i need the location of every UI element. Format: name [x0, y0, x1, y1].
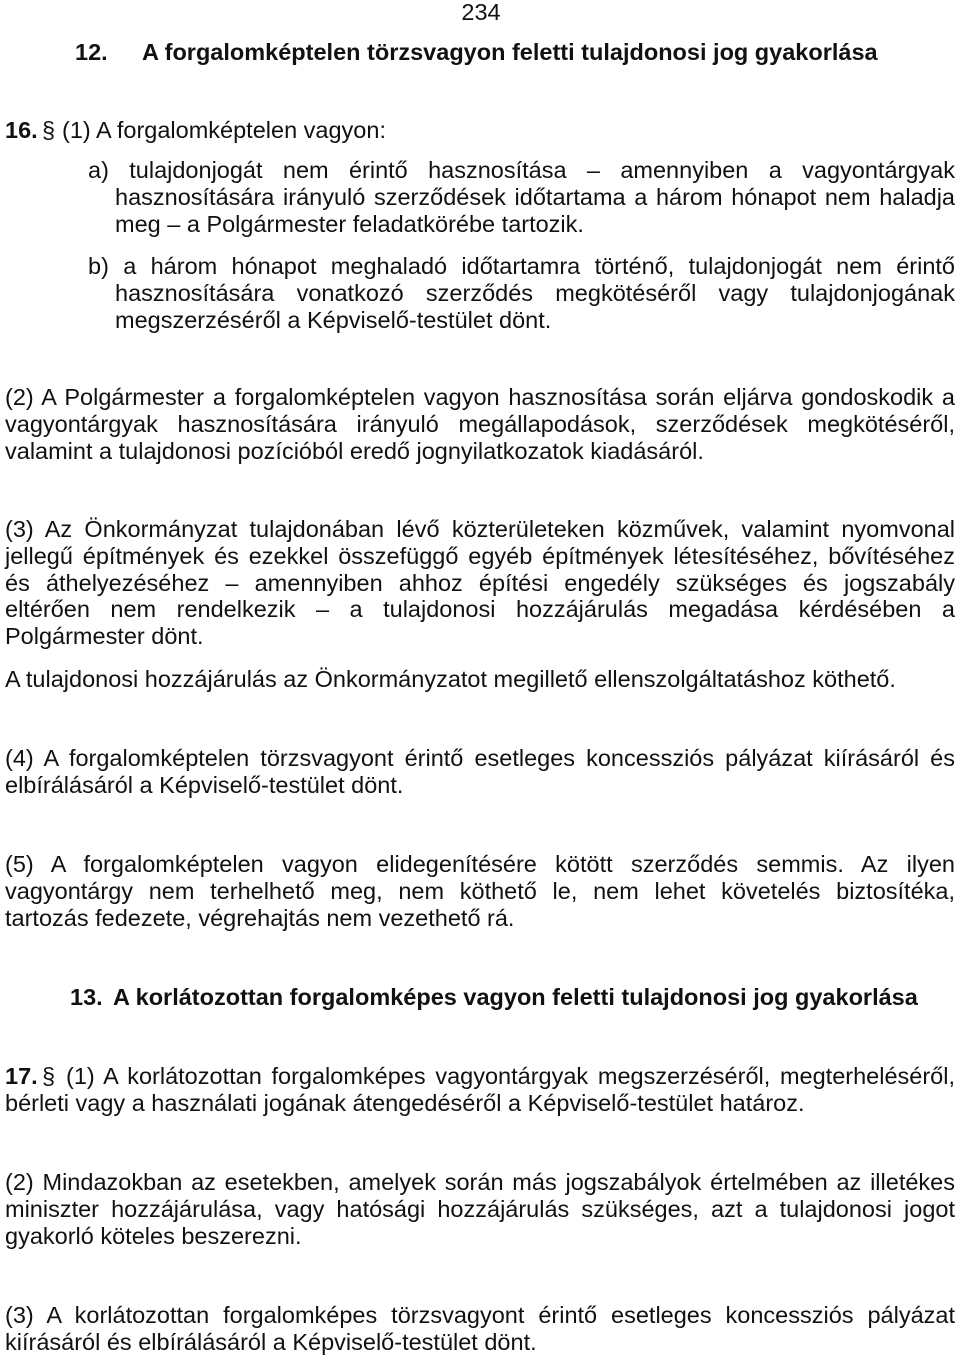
section-13-heading-row	[0, 984, 960, 1011]
paragraph-17	[0, 1063, 960, 1117]
section-13-heading	[0, 984, 960, 1011]
point-a-line: a) tulajdonjogát nem érintő hasznosítása – amennyiben a vagyontárgyak	[88, 157, 955, 183]
subsection-line: jellegű építmények és ezekkel összefüggő egyéb építmények létesítéséhez, bővítéséhez	[5, 542, 955, 569]
subsection-line: bérleti vagy a használati jogának átengedéséről a Képviselő-testület határoz.	[5, 1089, 805, 1116]
paragraph-16-first-line	[0, 117, 960, 144]
section-12-title: A forgalomképtelen törzsvagyon feletti tulajdonosi jog gyakorlása	[142, 39, 878, 65]
section-12-heading-row	[0, 39, 960, 66]
point-a-line: meg – a Polgármester feladatkörébe tartozik.	[115, 210, 584, 237]
subsection-line: és áthelyezéséhez – amennyiben ahhoz építési engedély szükséges és jogszabály	[5, 569, 955, 596]
paragraph-16-subsection-3-note	[0, 666, 960, 693]
point-b-line: hasznosítására vonatkozó szerződés megkötéséről vagy tulajdonjogának	[115, 279, 955, 306]
subsection-line: (4) A forgalomképtelen törzsvagyont érintő esetleges koncessziós pályázat kiírásáról és	[5, 745, 955, 771]
subsection-line: gyakorló köteles beszerezni.	[5, 1222, 302, 1249]
page-number: 234	[461, 0, 501, 25]
point-a	[0, 157, 960, 237]
subsection-line: (1) A korlátozottan forgalomképes vagyontárgyak megszerzéséről, megterheléséről,	[66, 1063, 955, 1089]
section-13-title: A korlátozottan forgalomképes vagyon feletti tulajdonosi jog gyakorlása	[113, 984, 918, 1010]
subsection-line: A tulajdonosi hozzájárulás az Önkormányzatot megillető ellenszolgáltatáshoz köthető.	[5, 666, 896, 692]
subsection-line: (2) A Polgármester a forgalomképtelen vagyon hasznosítása során eljárva gondoskodik a	[5, 384, 955, 410]
subsection-line: eltérően nem rendelkezik – a tulajdonosi hozzájárulás megadása kérdésében a	[5, 596, 955, 623]
subsection-line: kiírásáról és elbírálásáról a Képviselő-testület dönt.	[5, 1328, 537, 1355]
paragraph-17-subsection-3	[0, 1302, 960, 1356]
subsection-line: Polgármester dönt.	[5, 623, 204, 650]
paragraph-16-subsection-5	[0, 851, 960, 931]
paragraph-16-subsection-2	[0, 384, 960, 464]
point-b-line: b) a három hónapot meghaladó időtartamra történő, tulajdonjogát nem érintő	[88, 253, 955, 279]
subsection-line: tartozás fedezete, végrehajtás nem vezethető rá.	[5, 904, 515, 931]
subsection-line: valamint a tulajdonosi pozícióból eredő jognyilatkozatok kiadásáról.	[5, 437, 704, 464]
paragraph-17-subsection-2	[0, 1169, 960, 1249]
paragraph-17-number: 17.	[5, 1063, 38, 1089]
subsection-line: (5) A forgalomképtelen vagyon elidegenítésére kötött szerződés semmis. Az ilyen	[5, 851, 955, 877]
subsection-line: vagyontárgy nem terhelhető meg, nem köthető le, nem lehet követelés biztosítéka,	[5, 877, 955, 904]
paragraph-sign: §	[42, 117, 56, 143]
subsection-line: (3) A korlátozottan forgalomképes törzsvagyont érintő esetleges koncessziós pályázat	[5, 1302, 955, 1328]
subsection-line: miniszter hozzájárulása, vagy hatósági hozzájárulás szükséges, azt a tulajdonosi jogot	[5, 1195, 955, 1222]
paragraph-17-first-line	[0, 1063, 960, 1090]
subsection-line: elbírálásáról a Képviselő-testület dönt.	[5, 771, 404, 798]
paragraph-16-subsection-4	[0, 745, 960, 799]
subsection-line: (3) Az Önkormányzat tulajdonában lévő közterületeken közművek, valamint nyomvonal	[5, 516, 955, 542]
section-12-heading	[0, 39, 960, 66]
section-12-number: 12.	[75, 39, 108, 65]
paragraph-16-subsection-3	[0, 516, 960, 650]
paragraph-sign: §	[42, 1063, 56, 1089]
paragraph-16-number: 16.	[5, 117, 38, 143]
subsection-line: vagyontárgyak hasznosítására irányuló megállapodások, szerződések megkötéséről,	[5, 410, 955, 437]
section-13-number: 13.	[70, 984, 103, 1010]
paragraph-16	[0, 117, 960, 144]
point-b	[0, 253, 960, 333]
subsection-line: (2) Mindazokban az esetekben, amelyek során más jogszabályok értelmében az illetékes	[5, 1169, 955, 1195]
point-a-line: hasznosítására irányuló szerződések időtartama a három hónapot nem haladja	[115, 183, 955, 210]
paragraph-16-subsection-1-intro: (1) A forgalomképtelen vagyon:	[62, 117, 386, 143]
point-b-line: megszerzéséről a Képviselő-testület dönt.	[115, 306, 552, 333]
